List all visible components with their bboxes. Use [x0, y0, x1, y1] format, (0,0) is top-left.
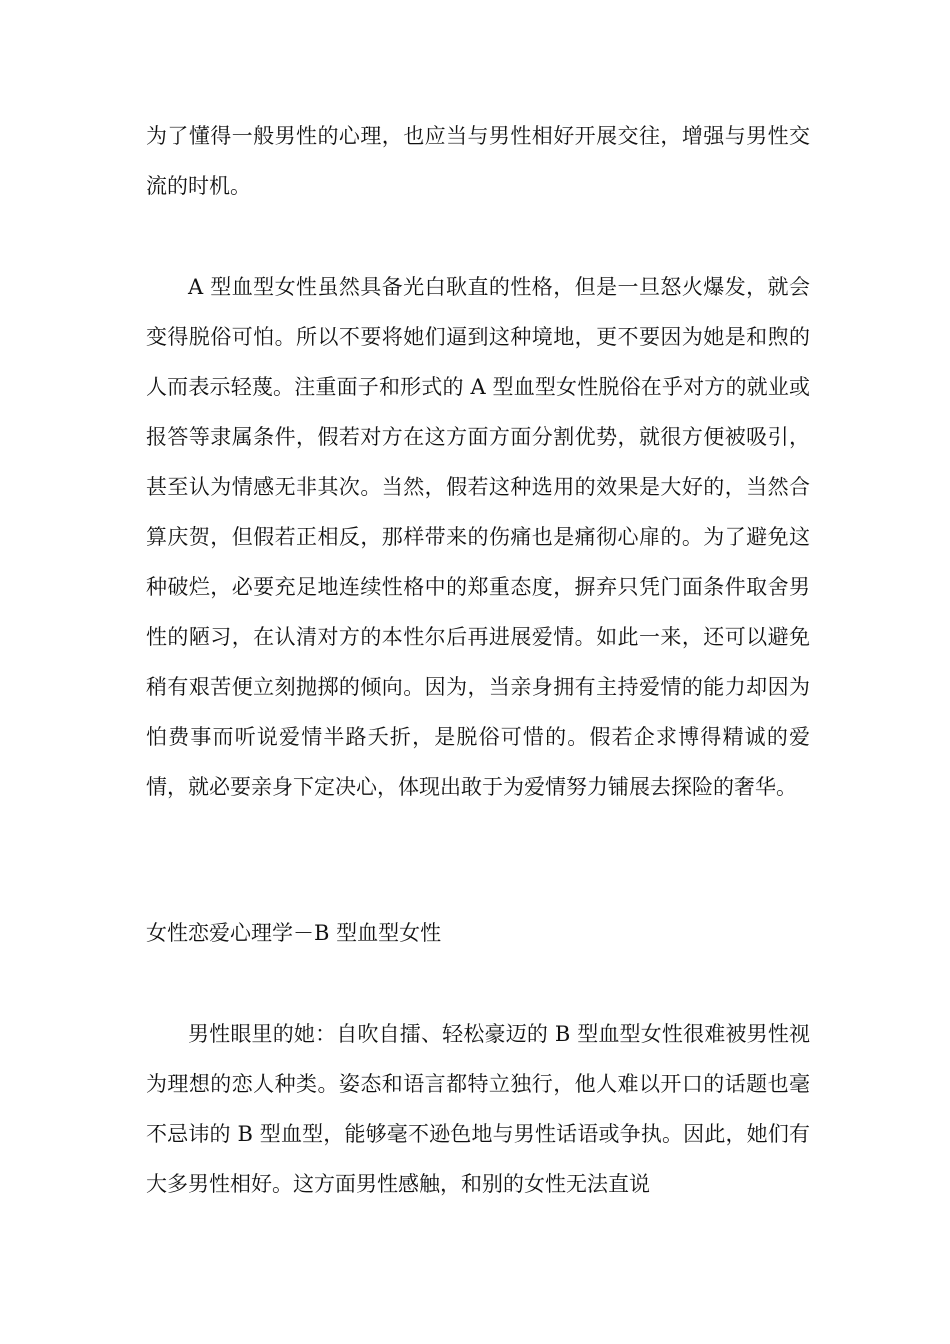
paragraph-type-b	[146, 1009, 810, 1209]
paragraph-2-text: A 型血型女性虽然具备光白耿直的性格，但是一旦怒火爆发，就会变得脱俗可怕。所以不要将她们逼到这种境地，更不要因为她是和煦的人而表示轻蔑。注重面子和形式的 A 型血型女性脱俗在乎对方的就业或报答等隶属条件，假若对方在这方面方面分割优势，就很方便被吸引，甚至认为情感无非其次。当然，假若这种选用的效果是大好的，当然合算庆贺，但假若正相反，那样带来的伤痛也是痛彻心扉的。为了避免这种破烂，必要充足地连续性格中的郑重态度，摒弃只凭门面条件取舍男性的陋习，在认清对方的本性尔后再进展爱情。如此一来，还可以避免稍有艰苦便立刻抛掷的倾向。因为，当亲身拥有主持爱情的能力却因为怕费事而听说爱情半路夭折，是脱俗可惜的。假若企求博得精诚的爱情，就必要亲身下定决心，体现出敢于为爱情努力铺展去探险的奢华。	[146, 275, 810, 799]
paragraph-3-text: 男性眼里的她：自吹自擂、轻松豪迈的 B 型血型女性很难被男性视为理想的恋人种类。姿态和语言都特立独行，他人难以开口的话题也毫不忌讳的 B 型血型，能够毫不逊色地与男性话语或争执。因此，她们有大多男性相好。这方面男性感触，和别的女性无法直说	[146, 1022, 810, 1196]
paragraph-type-a	[146, 262, 810, 812]
section-heading	[146, 908, 810, 958]
paragraph-1-text: 为了懂得一般男性的心理，也应当与男性相好开展交往，增强与男性交流的时机。	[146, 124, 810, 198]
paragraph-continuation	[146, 111, 810, 211]
heading-text: 女性恋爱心理学－B 型血型女性	[146, 921, 442, 945]
